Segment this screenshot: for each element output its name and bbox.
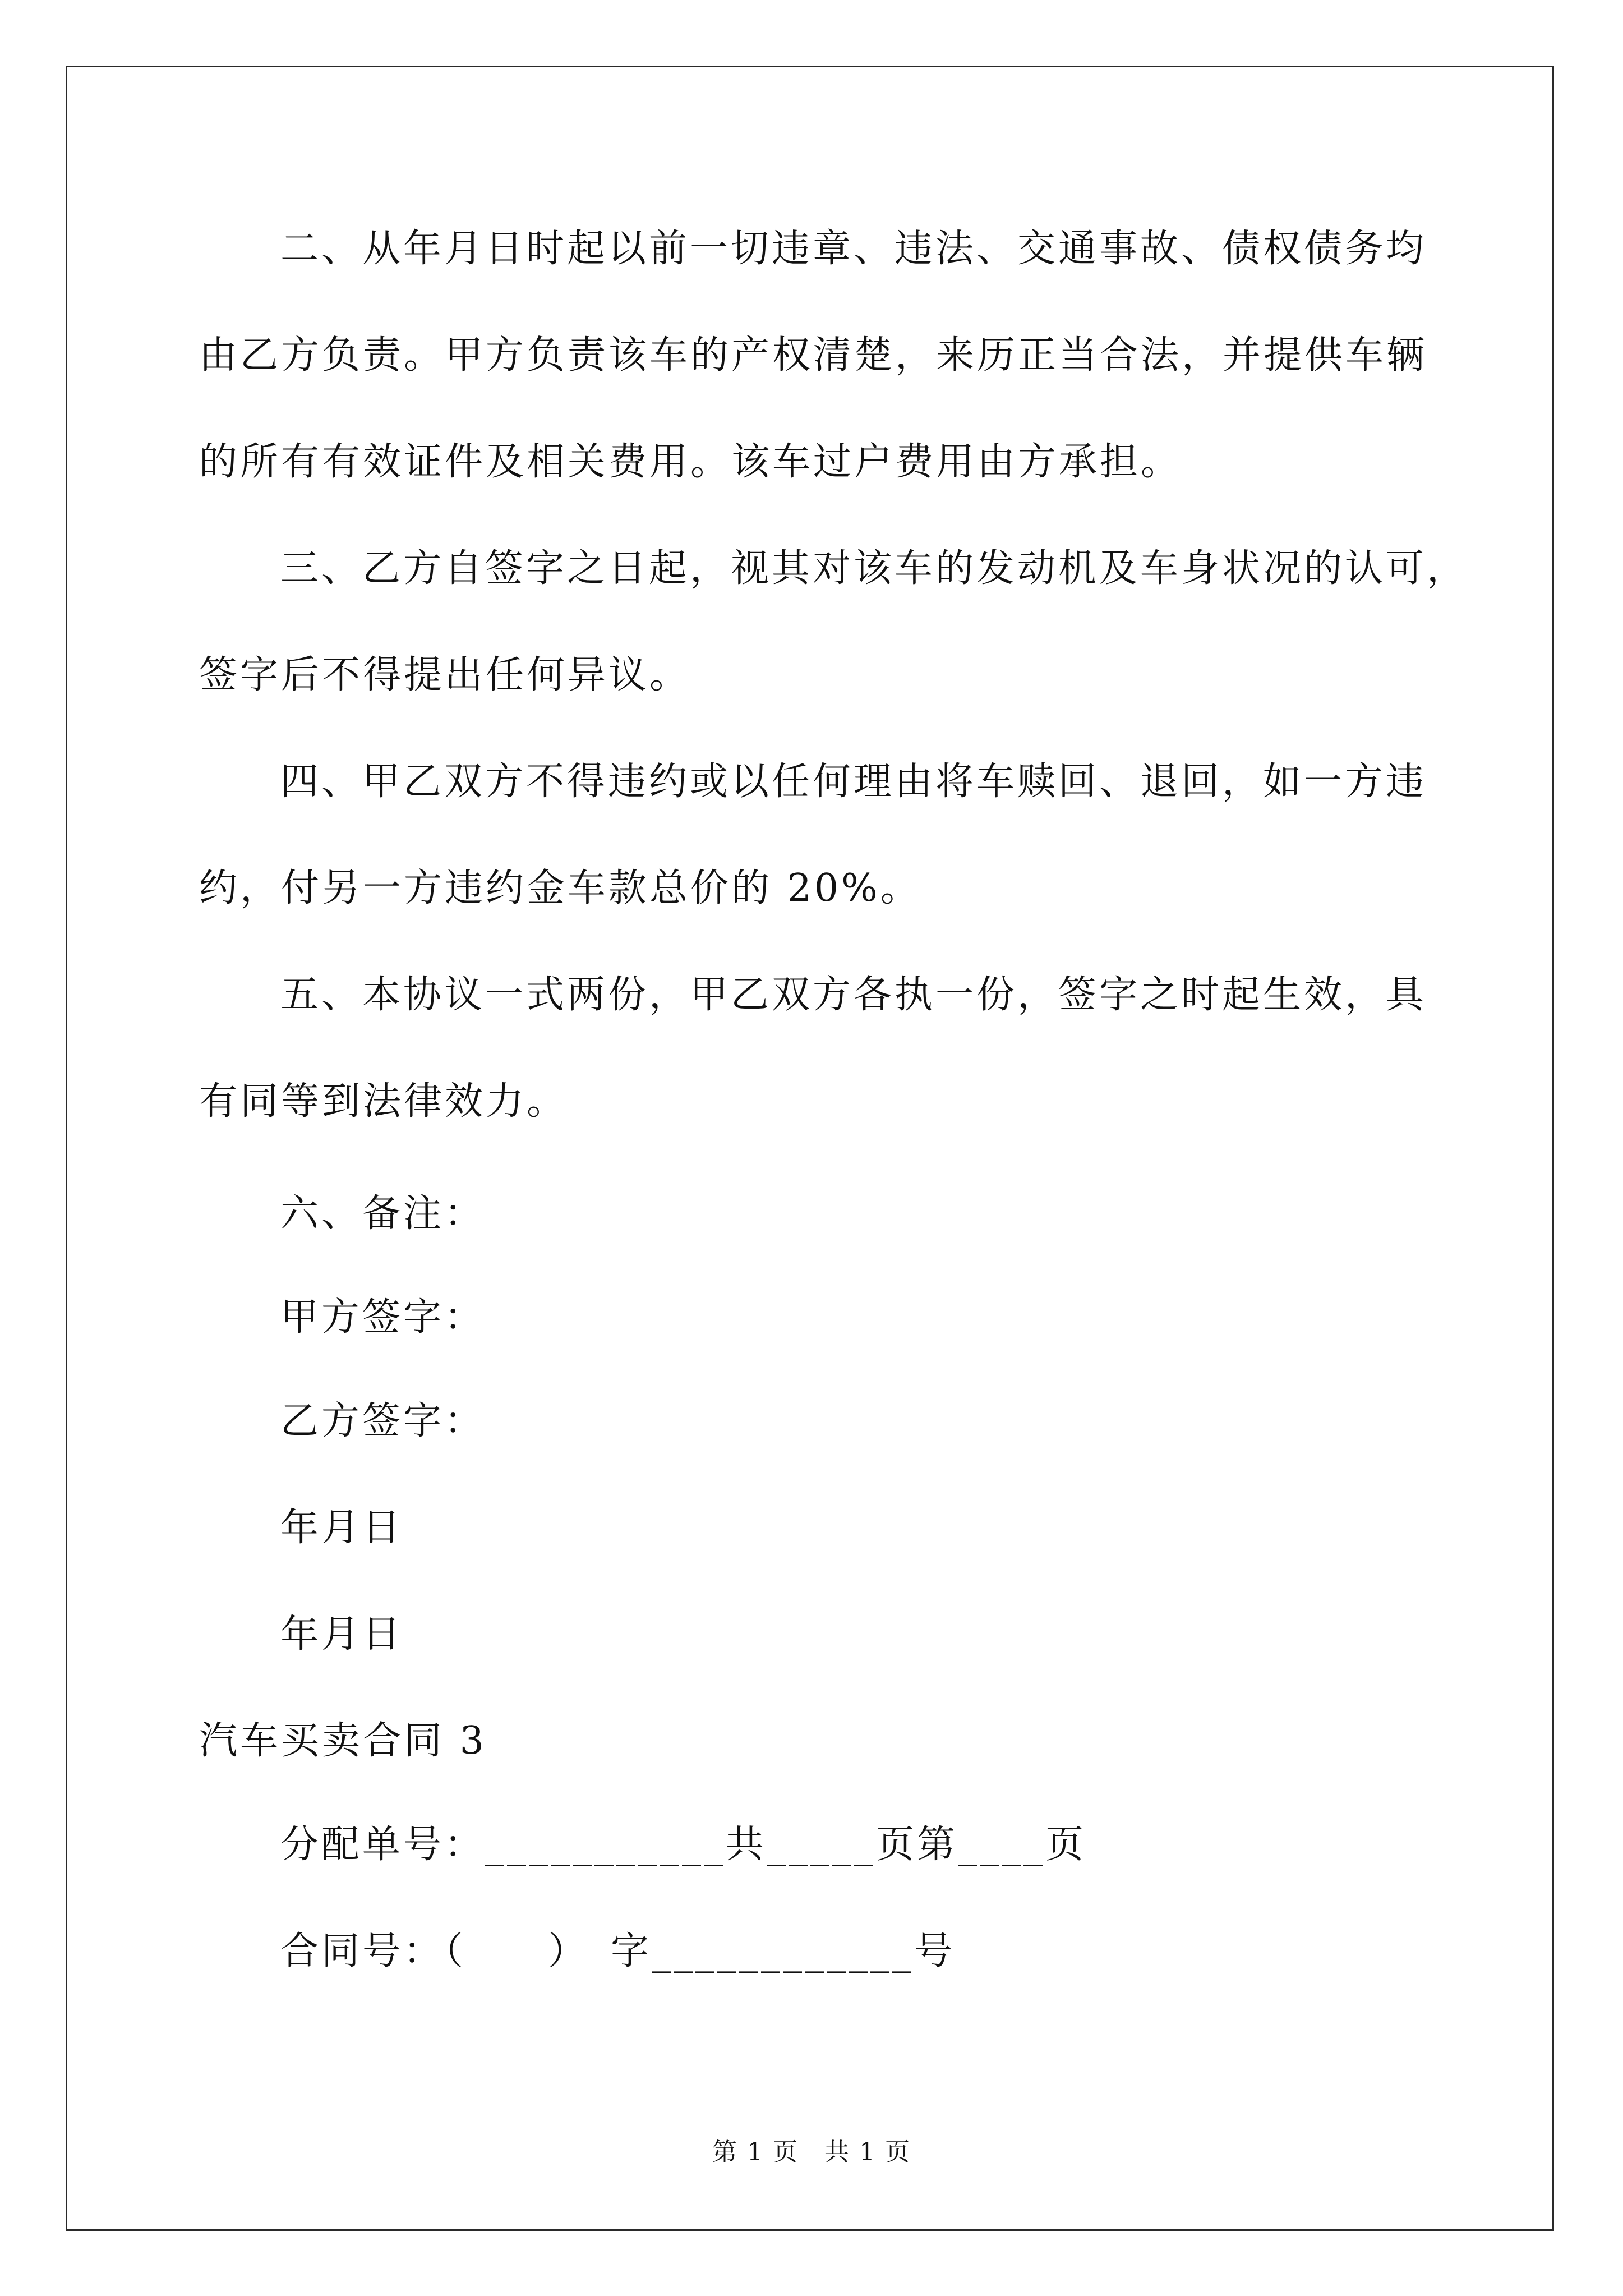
- party-a-signature: 甲方签字：: [280, 1295, 486, 1340]
- clause-3-line-1: 三、乙方自签字之日起，视其对该车的发动机及车身状况的认可，: [280, 546, 1468, 591]
- date-line-2: 年月日: [280, 1612, 404, 1657]
- clause-4-line-2: 约，付另一方违约金车款总价的 20%。: [199, 866, 921, 910]
- clause-4-line-1: 四、甲乙双方不得违约或以任何理由将车赎回、退回，如一方违: [280, 760, 1427, 804]
- allocation-number: 分配单号：___________共_____页第____页: [280, 1823, 1087, 1867]
- clause-5-line-1: 五、本协议一式两份，甲乙双方各执一份，签字之时起生效，具: [280, 973, 1427, 1017]
- date-line-1: 年月日: [280, 1506, 404, 1550]
- page-border: [66, 66, 1554, 2231]
- clause-3-line-2: 签字后不得提出任何异议。: [199, 653, 691, 697]
- clause-6-remarks: 六、备注：: [280, 1191, 486, 1236]
- party-b-signature: 乙方签字：: [280, 1399, 486, 1443]
- clause-5-line-2: 有同等到法律效力。: [199, 1079, 568, 1124]
- clause-2-line-2: 由乙方负责。甲方负责该车的产权清楚，来历正当合法，并提供车辆: [199, 333, 1428, 378]
- clause-2-line-1: 二、从年月日时起以前一切违章、违法、交通事故、债权债务均: [280, 227, 1427, 271]
- clause-2-line-3: 的所有有效证件及相关费用。该车过户费用由方承担。: [199, 440, 1182, 484]
- section-title: 汽车买卖合同 3: [199, 1719, 487, 1763]
- page-footer: 第 1 页 共 1 页: [712, 2138, 911, 2166]
- contract-number: 合同号：（ ） 字____________号: [280, 1929, 956, 1973]
